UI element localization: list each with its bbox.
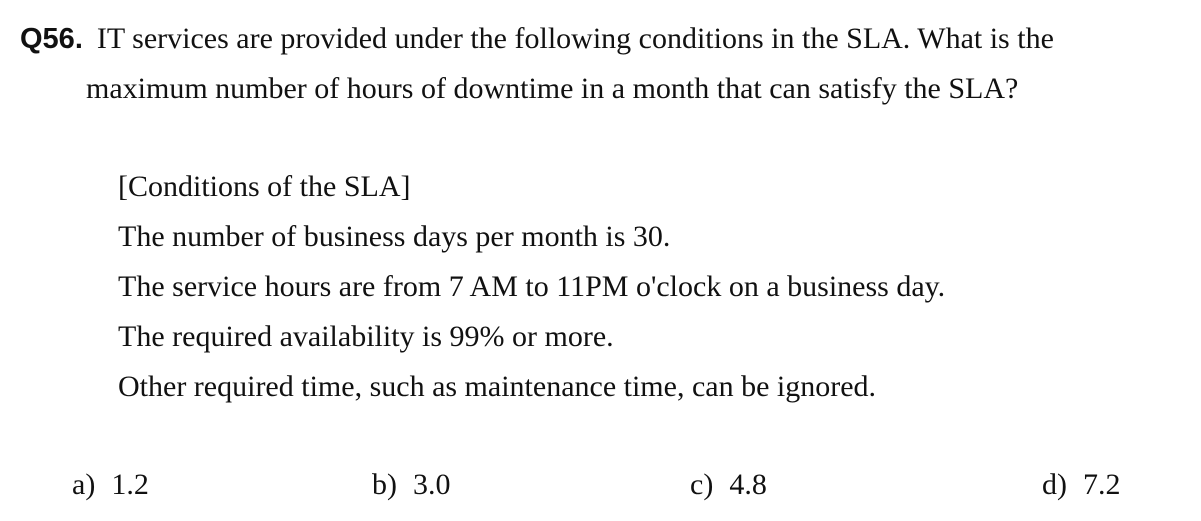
question-number: Q56. xyxy=(20,23,83,55)
option-letter: b) xyxy=(372,468,397,501)
option-letter: c) xyxy=(690,468,714,501)
option-value: 3.0 xyxy=(413,468,451,501)
question-text-line-1: IT services are provided under the following conditions in the SLA. What is the xyxy=(96,22,1054,55)
conditions-heading: [Conditions of the SLA] xyxy=(118,170,411,203)
option-value: 1.2 xyxy=(111,468,149,501)
option-letter: a) xyxy=(72,468,96,501)
option-d[interactable] xyxy=(1042,462,1121,508)
conditions-block xyxy=(118,162,1118,412)
option-value: 7.2 xyxy=(1083,468,1121,501)
option-c[interactable] xyxy=(690,462,767,508)
option-a[interactable] xyxy=(72,462,149,508)
question-line-1 xyxy=(20,14,1190,64)
answer-options xyxy=(0,462,1201,512)
option-b[interactable] xyxy=(372,462,451,508)
question-block xyxy=(20,14,1190,114)
question-text-line-2: maximum number of hours of downtime in a month that can satisfy the SLA? xyxy=(86,72,1019,105)
option-letter: d) xyxy=(1042,468,1067,501)
condition-item: The number of business days per month is 30. xyxy=(118,220,671,253)
condition-item: The service hours are from 7 AM to 11PM o'clock on a business day. xyxy=(118,270,946,303)
condition-item: The required availability is 99% or more. xyxy=(118,320,614,353)
option-value: 4.8 xyxy=(729,468,767,501)
condition-item: Other required time, such as maintenance time, can be ignored. xyxy=(118,370,877,403)
